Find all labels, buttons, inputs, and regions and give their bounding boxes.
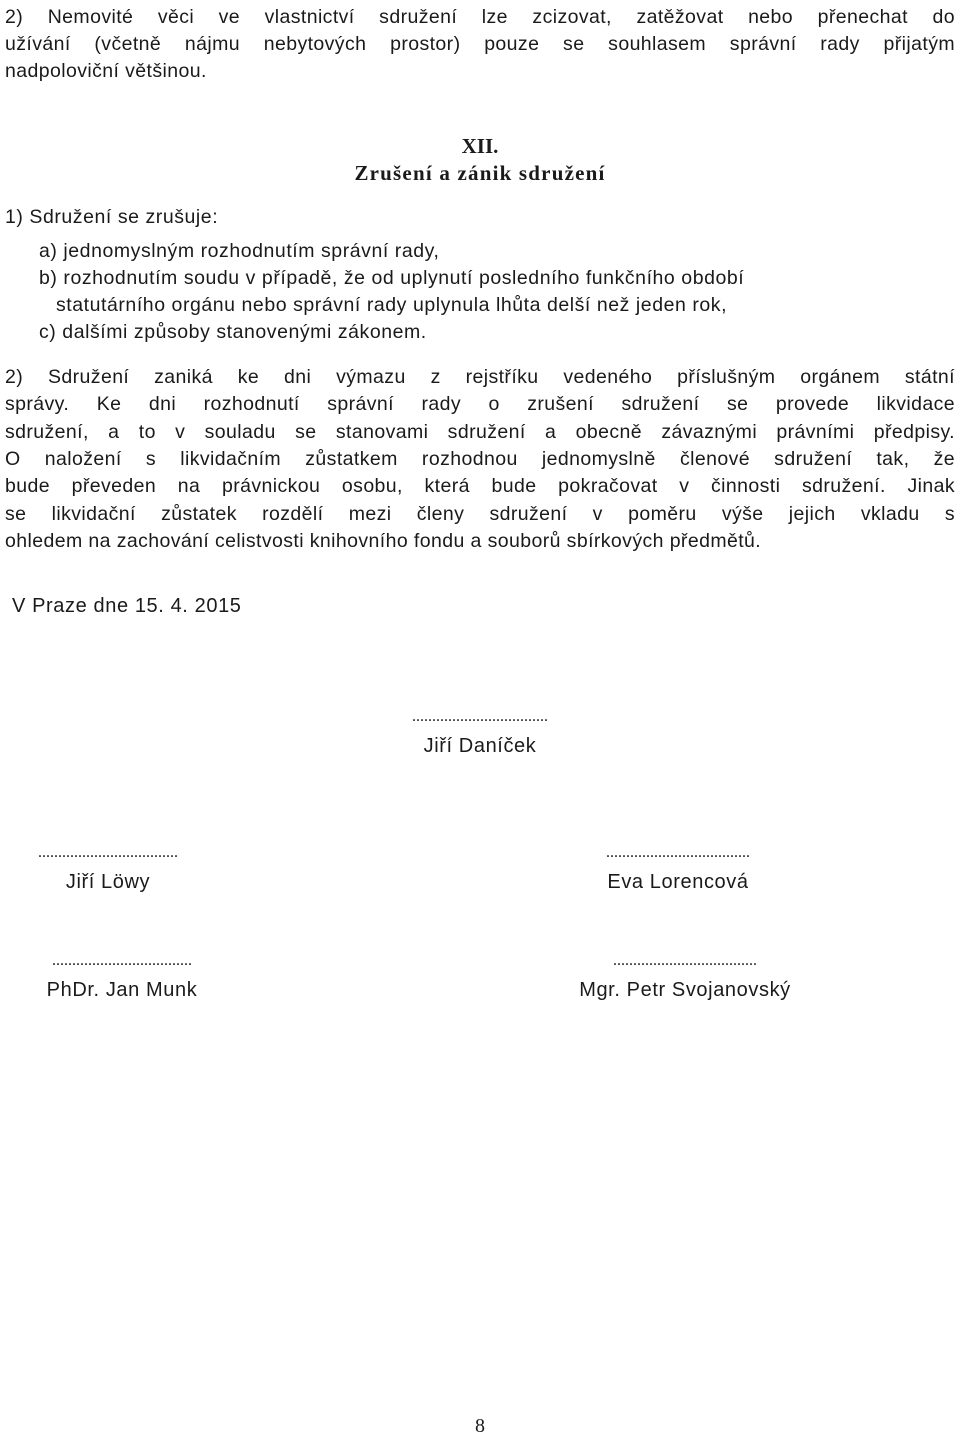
intro-line-2: užívání (včetně nájmu nebytových prostor) pouze se souhlasem správní rady přijatým [5,33,955,55]
section-title: Zrušení a zánik sdružení [354,161,606,185]
page-number: 8 [475,1415,485,1437]
signature-line-left-2: ................................... [52,952,192,969]
liquidation-line-5: bude převeden na právnickou osobu, která bude pokračovat v činnosti sdružení. Jinak [5,475,955,497]
section-number: XII. [461,134,499,158]
liquidation-line-1: 2) Sdružení zaniká ke dni výmazu z rejstříku vedeného příslušným orgánem státní [5,366,955,388]
dissolution-item-b: b) rozhodnutím soudu v případě, že od uplynutí posledního funkčního období [39,267,745,289]
dissolution-item-c: c) dalšími způsoby stanovenými zákonem. [39,321,427,343]
signature-line-left-1: ................................... [38,844,178,861]
intro-line-1: 2) Nemovité věci ve vlastnictví sdružení lze zcizovat, zatěžovat nebo přenechat do [5,6,955,28]
dissolution-lead: 1) Sdružení se zrušuje: [5,206,219,228]
signature-block-left-1 [0,843,216,894]
liquidation-line-6: se likvidační zůstatek rozdělí mezi členy sdružení v poměru výše jejich vkladu s [5,503,955,525]
signature-block-right-1 [578,843,778,894]
place-date: V Praze dne 15. 4. 2015 [12,595,242,617]
signature-line-right-1: .................................... [606,844,750,861]
signatory-name-center: Jiří Daníček [423,735,537,758]
signatory-name-left-1: Jiří Löwy [65,871,151,894]
signature-line-right-2: .................................... [613,952,757,969]
dissolution-item-a: a) jednomyslným rozhodnutím správní rady, [39,240,440,262]
signatory-name-left-2: PhDr. Jan Munk [46,979,198,1002]
liquidation-line-3: sdružení, a to v souladu se stanovami sdružení a obecně závaznými právními předpisy. [5,421,955,443]
liquidation-line-7: ohledem na zachování celistvosti knihovního fondu a souborů sbírkových předmětů. [5,530,762,552]
signature-block-left-2 [0,951,244,1002]
liquidation-line-2: správy. Ke dni rozhodnutí správní rady o zrušení sdružení se provede likvidace [5,393,955,415]
signature-block-right-2 [560,951,810,1002]
signatory-name-right-1: Eva Lorencová [607,871,749,894]
signature-block-center [330,707,630,758]
intro-line-3: nadpoloviční většinou. [5,60,207,82]
signatory-name-right-2: Mgr. Petr Svojanovský [579,979,791,1002]
signature-line-center: .................................. [412,708,548,725]
dissolution-item-b-continuation: statutárního orgánu nebo správní rady uplynula lhůta delší než jeden rok, [56,294,728,316]
liquidation-line-4: O naložení s likvidačním zůstatkem rozhodnou jednomyslně členové sdružení tak, že [5,448,955,470]
